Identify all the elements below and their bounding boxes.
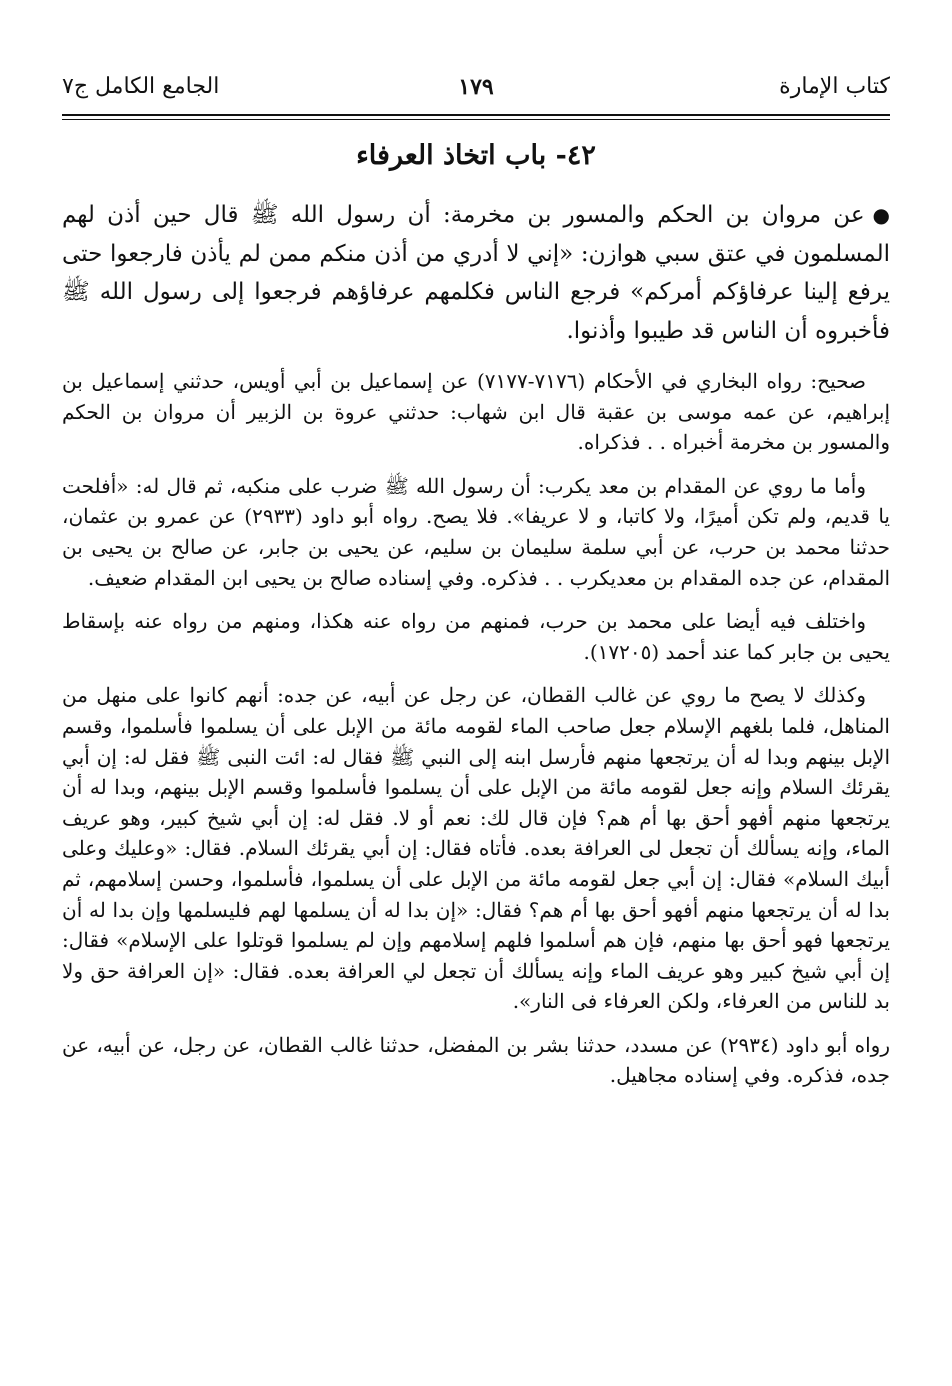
header-rule-thick (62, 114, 890, 116)
commentary-paragraph: واختلف فيه أيضا على محمد بن حرب، فمنهم من رواه عنه هكذا، ومنهم من رواه عنه بإسقاط يحيى بن جابر كما عند أحمد (١٧٢٠٥). (62, 609, 890, 664)
chapter-name: كتاب الإمارة (779, 74, 890, 99)
header-rule-thin (62, 119, 890, 120)
hadith-text: عن مروان بن الحكم والمسور بن مخرمة: أن رسول الله ﷺ قال حين أذن لهم المسلمون في عتق سبي هوازن: «إني لا أدري من أذن منكم ممن لم يأذن فارجعوا حتى يرفع إلينا عرفاؤكم أمركم» فرجع الناس فكلمهم عرفاؤهم فرجعوا إلى رسول الله ﷺ فأخبروه أن الناس قد طيبوا وأذنوا. (62, 202, 890, 344)
bullet-icon: ● (872, 203, 890, 227)
commentary-paragraph: وكذلك لا يصح ما روي عن غالب القطان، عن رجل عن أبيه، عن جده: أنهم كانوا على منهل من المناهل، فلما بلغهم الإسلام جعل صاحب الماء لقومه مائة من الإبل على أن يسلموا فأسلموا، وقسم الإبل بينهم وبدا له أن يرتجعها منهم فأرسل ابنه إلى النبي ﷺ فقال له: ائت النبى ﷺ فقل له: إن أبي يقرئك السلام وإنه جعل لقومه مائة من الإبل على أن يسلموا فأسلموا وقسم الإبل بينهم، وبدا له أن يرتجعها منهم أفهو أحق بها أم هم؟ فإن قال لك: نعم أو لا. فقل له: إن أبي شيخ كبير، وهو عريف الماء، وإنه يسألك أن تجعل لى العرافة بعده. فأتاه فقال: إن أبي يقرئك السلام. فقال: «وعليك وعلى أبيك السلام» فقال: إن أبي جعل لقومه مائة من الإبل على أن يسلموا، فأسلموا، وحسن إسلامهم، ثم بدا له أن يرتجعها منهم أفهو أحق بها أم هم؟ فقال: «إن بدا له أن يسلمها لهم فليسلمها وإن بدا له أن يرتجعها فهو أحق بها منهم، فإن هم أسلموا فلهم إسلامهم وإن لم يسلموا قوتلوا على الإسلام» فقال: إن أبي شيخ كبير وهو عريف الماء وإنه يسألك أن تجعل لي العرافة بعده. فقال: «إن العرافة حق ولا بد للناس من العرفاء، ولكن العرفاء فى النار». (62, 683, 891, 1014)
commentary-paragraph: وأما ما روي عن المقدام بن معد يكرب: أن رسول الله ﷺ ضرب على منكبه، ثم قال له: «أفلحت يا قديم، ولم تكن أميرًا، ولا كاتبا، و لا عريفا». فلا يصح. رواه أبو داود (٢٩٣٣) عن عمرو بن عثمان، حدثنا محمد بن حرب، عن أبي سلمة سليمان بن سليم، عن يحيى بن جابر، عن صالح بن يحيى بن المقدام، عن جده المقدام بن معديكرب . . فذكره. وفي إسناده صالح بن يحيى ابن المقدام ضعيف. (62, 473, 890, 590)
commentary-paragraph: رواه أبو داود (٢٩٣٤) عن مسدد، حدثنا بشر بن المفضل، حدثنا غالب القطان، عن رجل، عن أبيه، عن جده، فذكره. وفي إسناده مجاهيل. (62, 1032, 890, 1088)
page-header (62, 66, 890, 110)
page-body (62, 196, 890, 1104)
hadith-paragraph (62, 196, 890, 350)
page-number: ١٧٩ (458, 74, 494, 100)
section-title: ٤٢- باب اتخاذ العرفاء (356, 140, 596, 171)
book-volume: الجامع الكامل ج٧ (62, 74, 220, 99)
takhrij-paragraph: صحيح: رواه البخاري في الأحكام (٧١٧٦-٧١٧٧) عن إسماعيل بن أبي أويس، حدثني إسماعيل بن إبراهيم، عن عمه موسى بن عقبة قال ابن شهاب: حدثني عروة بن الزبير أن مروان بن الحكم والمسور بن مخرمة أخبراه . . فذكراه. (62, 369, 890, 455)
